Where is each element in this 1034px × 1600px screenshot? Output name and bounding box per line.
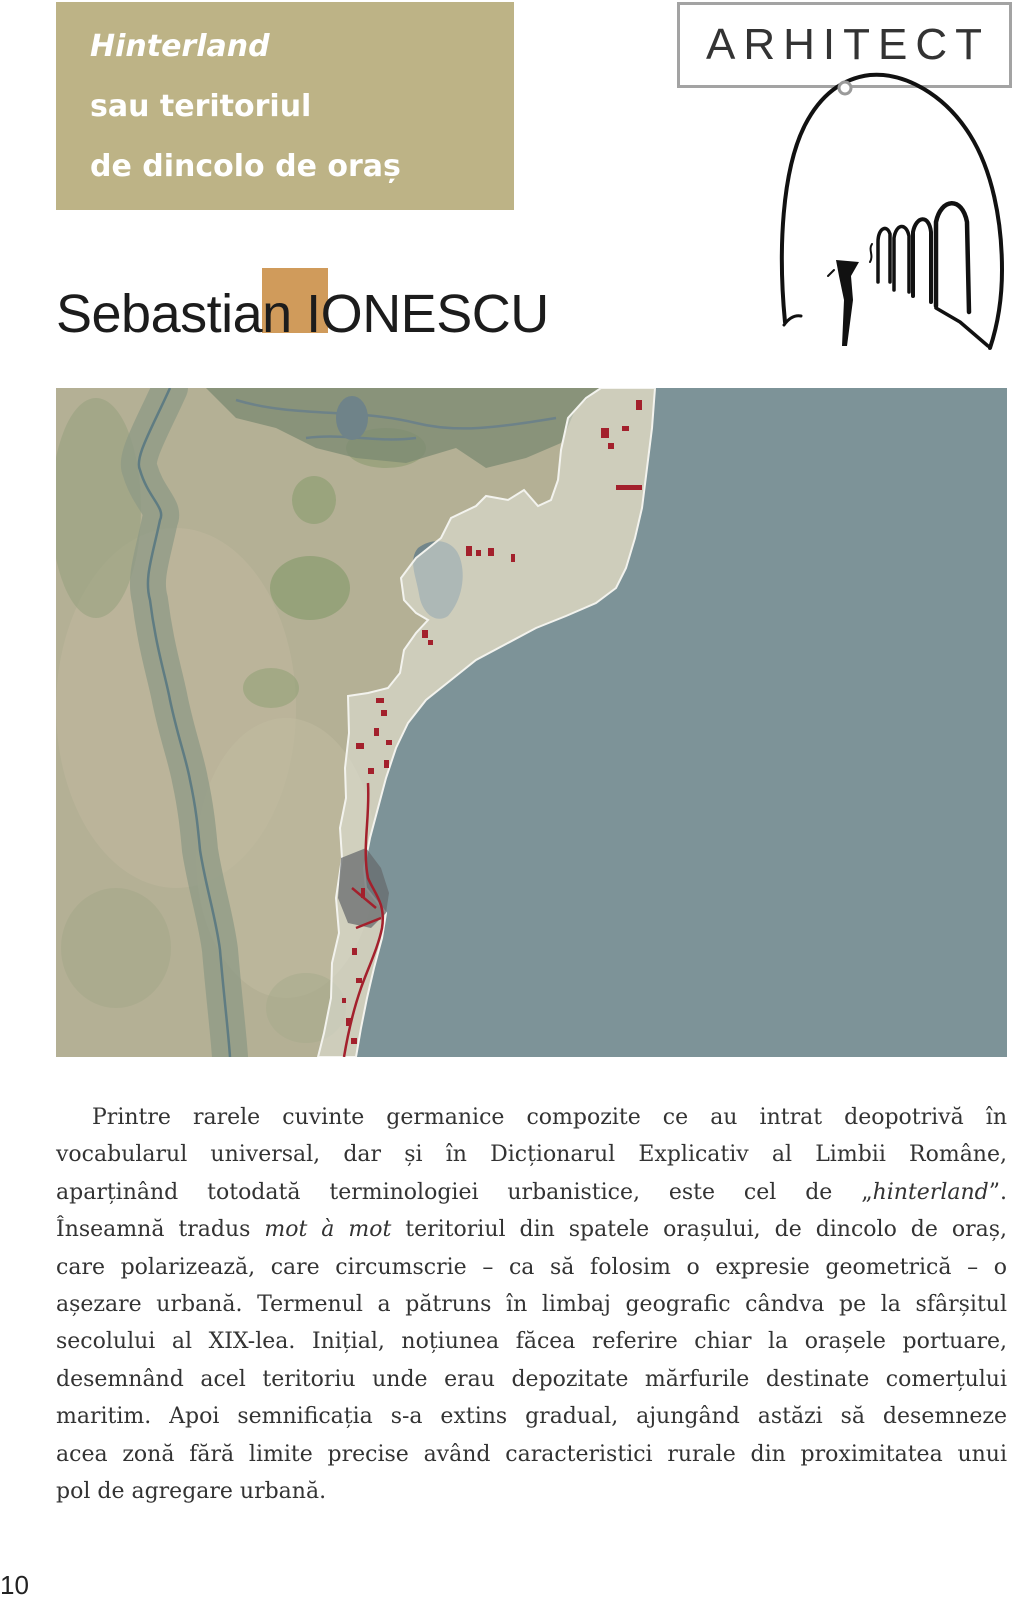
body-line [56,1211,1007,1248]
inner-arch-4 [936,203,969,312]
body-text-segment: Printre rarele cuvinte germanice compozite ce au intrat deopotrivă în [92,1105,1007,1130]
body-text-segment: pol de agregare urbană. [56,1478,327,1504]
body-line [56,1436,1007,1473]
italic-term: mot à mot [264,1217,392,1243]
body-line [56,1136,1007,1173]
small-ring-mark [839,82,851,94]
coastal-map-image [56,388,1007,1057]
body-text-segment: Înseamnă tradus [56,1217,265,1243]
inner-arch-1 [878,228,890,282]
inner-arch-2 [894,226,909,292]
body-text-segment: ”. [988,1179,1007,1205]
body-text-segment: maritim. Apoi semnificația s-a extins gradual, ajungând astăzi să desemneze [56,1404,1007,1430]
body-line [56,1099,1007,1136]
body-line [56,1398,1007,1435]
section-brand-label: ARHITECT [706,20,990,69]
body-line [56,1174,1007,1211]
body-text-segment: care polarizează, care circumscrie – ca să folosim o expresie geometrică – o [56,1254,1007,1280]
figure-silhouette [836,260,859,346]
sketch-squiggle [870,244,872,262]
body-line [56,1473,1007,1510]
article-body [56,1099,1007,1510]
title-line-3: de dincolo de oraș [90,149,401,184]
author-name: Sebastian IONESCU [56,284,549,344]
body-line [56,1361,1007,1398]
page-number: 10 [0,1570,29,1600]
body-line [56,1323,1007,1360]
body-line [56,1249,1007,1286]
italic-term: hinterland [872,1179,989,1205]
body-text-segment: aparținând totodată terminologiei urbanistice, este cel de „ [56,1179,873,1205]
body-text-segment: vocabularul universal, dar și în Dicționarul Explicativ al Limbii Române, [56,1142,1007,1168]
lake-north [336,396,368,440]
article-title-box [56,2,514,210]
inner-arch-3 [913,219,931,302]
body-text-segment: secolului al XIX-lea. Inițial, noțiunea făcea referire chiar la orașele portuare, [56,1329,1007,1355]
body-text-segment: teritoriul din spatele orașului, de dincolo de oraș, [391,1217,1008,1243]
body-text-segment: așezare urbană. Termenul a pătruns în limbaj geografic cândva pe la sfârșitul [56,1291,1007,1317]
body-text-segment: acea zonă fără limite precise având caracteristici rurale din proximitatea unui [56,1441,1007,1467]
article-title [90,17,401,197]
title-line-2: sau teritoriul [90,89,312,124]
body-text-segment: desemnând acel teritoriu unde erau depozitate mărfurile destinate comerțului [56,1366,1007,1392]
sketch-mark [828,270,834,276]
title-line-1: Hinterland [90,29,270,64]
arcade-ground-line [936,308,988,346]
body-line [56,1286,1007,1323]
arch-sketch-drawing [760,60,1010,360]
